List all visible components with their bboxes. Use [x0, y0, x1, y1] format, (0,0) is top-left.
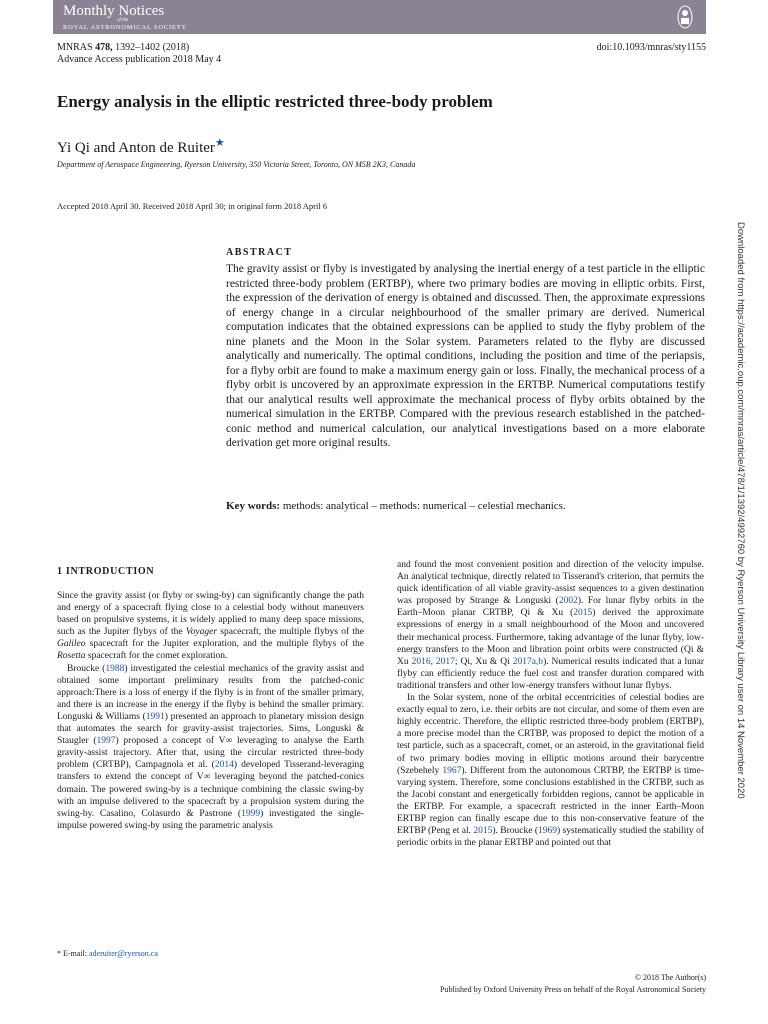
- citation-link[interactable]: 2015: [573, 608, 593, 619]
- citation-link[interactable]: 1991: [145, 711, 165, 722]
- text-run: ) systematically studied the stability of periodic orbits in the planar ERTBP and pointed out that: [397, 826, 704, 849]
- download-note: Downloaded from https://academic.oup.com/mnras/article/478/1/1392/4992760 by Ryerson University Library user on 14 November 2020: [735, 222, 746, 799]
- copyright-line: © 2018 The Author(s): [634, 973, 706, 982]
- text-run: ). Numerical results indicated that a lunar flyby can efficiently reduce the fuel cost and transfer duration compared with traditional transfers and other low-energy transfers without lunar flybys.: [397, 656, 705, 691]
- citation-link[interactable]: 1997: [96, 736, 116, 747]
- text-run: ). Different from the autonomous CRTBP, the ERTBP is time-varying system. Therefore, some conclusions established in the CRTBP, such as the Jacobi constant and energetically forbidden regions, cannot be applicable in the ERTBP. For example, a spacecraft restricted in the inner Earth–Moon ERTBP region can finally escape due to this non-conservative feature of the ERTBP (Peng et al.: [397, 765, 704, 837]
- footnote-label: * E-mail:: [57, 949, 89, 958]
- corresponding-star-icon[interactable]: ★: [214, 137, 225, 149]
- text-run: ) investigated the celestial mechanics of the gravity assist and obtained some important preliminary results from the patched-conic approach:There is a loss of energy if the flyby is in front of the smaller primary, and there is an increase in the energy if the flyby is behind the smaller primary. Longuski & Williams (: [57, 663, 364, 722]
- publisher-line: Published by Oxford University Press on behalf of the Royal Astronomical Society: [440, 985, 706, 994]
- download-watermark: [734, 222, 748, 822]
- text-run: ). For lunar flyby orbits in the Earth–Moon planar CRTBP, Qi & Xu (: [397, 596, 704, 619]
- citation-link[interactable]: 2015: [473, 826, 493, 837]
- text-run: spacecraft for the comet exploration.: [85, 651, 228, 662]
- copyright-block: [440, 972, 706, 996]
- banner-of: of the: [117, 18, 129, 23]
- text-run: and found the most convenient position and direction of the velocity impulse. An analytical technique, directly related to Tisserand's criterion, that permits the quick identification of all viable gravity-assist sequences to a given destination was proposed by Strange & Longuski (: [397, 560, 704, 607]
- text-run: spacecraft, the multiple flybys of the: [217, 627, 364, 638]
- paragraph: [57, 663, 364, 832]
- advance-access: Advance Access publication 2018 May 4: [57, 54, 222, 65]
- italic-run: Voyager: [185, 627, 218, 638]
- doi[interactable]: doi:10.1093/mnras/sty1155: [596, 42, 706, 53]
- text-run: spacecraft for the Jupiter exploration, and the multiple flybys of the: [85, 639, 364, 650]
- citation-link[interactable]: 2002: [558, 596, 578, 607]
- citation-link[interactable]: 2017a,b: [512, 656, 544, 667]
- text-run: ; Qi, Xu & Qi: [454, 656, 513, 667]
- italic-run: Rosetta: [57, 651, 86, 662]
- body-column-right: [397, 559, 704, 849]
- abstract-heading: ABSTRACT: [226, 247, 293, 258]
- keywords-line: [226, 500, 705, 512]
- section-heading-introduction: 1 INTRODUCTION: [57, 566, 155, 577]
- text-run: ). Broucke (: [492, 826, 539, 837]
- paragraph: [57, 590, 364, 663]
- text-run: ) investigated the single-impulse powered swing-by using the parametric analysis: [57, 808, 365, 831]
- keywords-label: Key words:: [226, 500, 281, 512]
- citation-link[interactable]: 2016: [411, 656, 431, 667]
- journal-banner: [53, 0, 706, 34]
- banner-society: ROYAL ASTRONOMICAL SOCIETY: [63, 24, 187, 31]
- body-column-left: [57, 590, 364, 832]
- text-run: ) presented an approach to planetary mission design that automates the search for gravity-assist trajectories. Sims, Longuski & Staugler (: [57, 711, 365, 747]
- citation-link[interactable]: 1967: [442, 765, 462, 776]
- citation-link[interactable]: 1969: [538, 826, 558, 837]
- citation-block: [57, 42, 221, 66]
- society-crest-icon: [676, 3, 694, 31]
- text-run: ) derived the approximate expressions of energy in a small neighbourhood of the Moon and uncovered their mechanical process. Furthermore, taking advantage of the lunar flyby, low-energy transfers to the Moon and libration point orbits were constructed (Qi & Xu: [397, 608, 704, 667]
- citation-link[interactable]: 1988: [105, 663, 125, 674]
- text-run: ,: [430, 656, 436, 667]
- text-run: ) developed Tisserand-leveraging transfers to extend the concept of V∞ leveraging beyond the patched-conics domain. The powered swing-by is a technique combining the classic swing-by with an impulse delivered to the spacecraft by a propulsion system during the swing-by. Casalino, Colasurdo & Pastrone (: [57, 760, 365, 819]
- text-run: In the Solar system, none of the orbital eccentricities of celestial bodies are exactly equal to zero, i.e. their orbits are not circular, and some of them even are highly eccentric. Therefore, the elliptic restricted three-body problem (ERTBP), a more precise model than the CRTBP, was proposed to depict the motion of a test particle, such as a spacecraft, comet, or an asteroid, in the gravitational field of two primary bodies moving in elliptic motions around their barycentre (Szebehely: [397, 693, 704, 776]
- paragraph: [397, 559, 704, 692]
- paragraph: [397, 692, 704, 849]
- banner-title: Monthly Notices: [63, 3, 165, 19]
- citation-pages: 1392–1402 (2018): [112, 42, 190, 53]
- citation-prefix: MNRAS: [57, 42, 96, 53]
- citation-link[interactable]: 2017: [435, 656, 455, 667]
- keywords-text: methods: analytical – methods: numerical – celestial mechanics.: [282, 500, 566, 512]
- abstract-text: The gravity assist or flyby is investigated by analysing the inertial energy of a test particle in the elliptic restricted three-body problem (ERTBP), where two primary bodies are moving in elliptic orbits. First, the expression of the derivation of energy is obtained and discussed. Then, the approximate expressions of energy change in a circular neighbourhood of the smaller primary are derived. Numerical computation indicates that the obtained expressions can be applied to study the flyby problem of the nine planets and the Moon in the Solar system. Parameters related to the flyby are discussed analytically and numerically. The optimal conditions, including the position and time of the periapsis, for a flyby orbit are found to make a maximum energy gain or loss. Finally, the mechanical process of a flyby orbit is uncovered by an approximate expression in the ERTBP. Numerical computations testify that our analytical results well approximate the mechanical process of flyby orbits obtained by the numerical simulation in the ERTBP. Compared with the previous research established in the patched-conic method and numerical calculation, our analytical investigations based on a more elaborate derivation get more original results.: [226, 263, 705, 449]
- text-run: Broucke (: [67, 663, 106, 674]
- italic-run: Galileo: [57, 639, 86, 650]
- citation-link[interactable]: 1999: [241, 808, 261, 819]
- email-link[interactable]: aderuiter@ryerson.ca: [89, 949, 158, 958]
- accepted-dates: Accepted 2018 April 30. Received 2018 April 30; in original form 2018 April 6: [57, 201, 328, 211]
- footnote-email: [57, 949, 158, 958]
- citation-volume: 478,: [95, 42, 113, 53]
- affiliation: Department of Aerospace Engineering, Ryerson University, 350 Victoria Street, Toronto, ON M5B 2K3, Canada: [57, 160, 416, 169]
- authors-text: Yi Qi and Anton de Ruiter: [57, 140, 215, 156]
- author-list: [57, 136, 225, 157]
- text-run: Since the gravity assist (or flyby or swing-by) can significantly change the path and energy of a spacecraft flying close to a celestial body without maneuvers based on propulsive systems, it is widely applied to many deep space missions, such as the Jupiter flybys of the: [57, 591, 364, 638]
- text-run: ) proposed a concept of V∞ leveraging to analyse the Earth gravity-assist trajectory. After that, using the circular restricted three-body problem (CRTBP), Campagnola et al. (: [57, 736, 364, 771]
- article-title: Energy analysis in the elliptic restricted three-body problem: [57, 92, 493, 111]
- citation-link[interactable]: 2014: [214, 760, 234, 771]
